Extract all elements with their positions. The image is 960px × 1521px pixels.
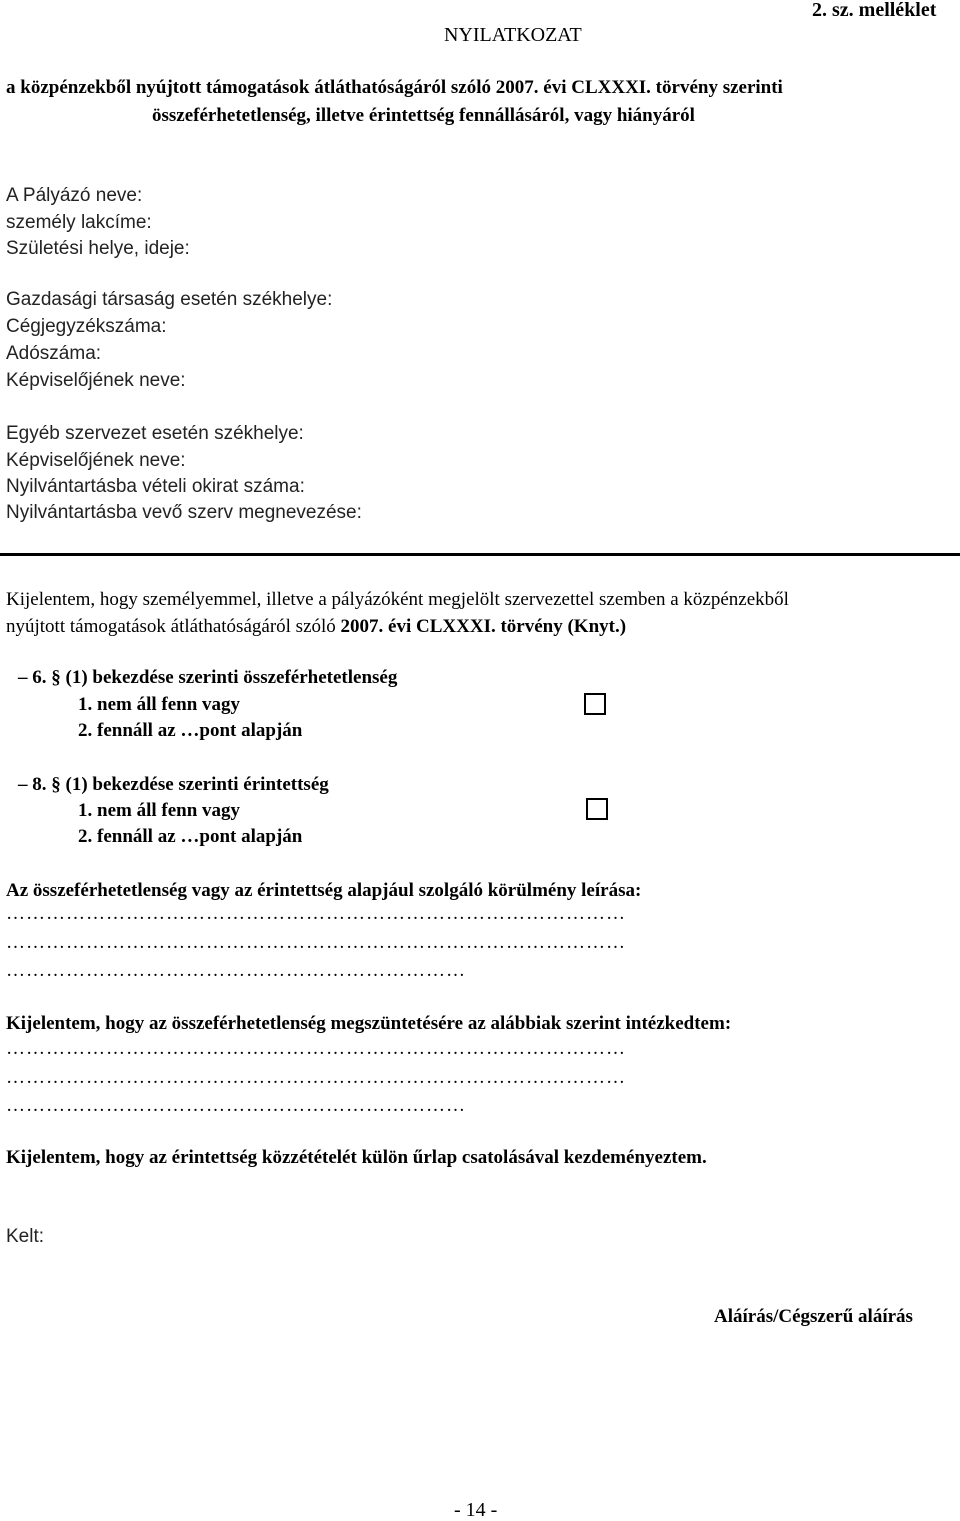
other-org-registry-doc-label: Nyilvántartásba vételi okirat száma: bbox=[6, 476, 305, 497]
subtitle-line-2: összeférhetetlenség, illetve érintettség fennállásáról, vagy hiányáról bbox=[152, 105, 695, 126]
section-8-option-1: 1. nem áll fenn vagy bbox=[78, 800, 241, 821]
section-6-option-2: 2. fennáll az …pont alapján bbox=[78, 720, 303, 741]
circumstance-heading: Az összeférhetetlenség vagy az érintettség alapjául szolgáló körülmény leírása: bbox=[6, 880, 642, 901]
section-6-checkbox[interactable] bbox=[584, 693, 606, 715]
company-tax-number-label: Adószáma: bbox=[6, 343, 102, 364]
measures-heading: Kijelentem, hogy az összeférhetetlenség megszüntetésére az alábbiak szerint intézkedtem: bbox=[6, 1013, 732, 1034]
applicant-address-label: személy lakcíme: bbox=[6, 212, 152, 233]
section-6-heading: – 6. § (1) bekezdése szerinti összeférhetetlenség bbox=[18, 667, 398, 688]
other-org-registry-body-label: Nyilvántartásba vevő szerv megnevezése: bbox=[6, 502, 362, 523]
section-8-heading: – 8. § (1) bekezdése szerinti érintettség bbox=[18, 774, 329, 795]
company-seat-label: Gazdasági társaság esetén székhelye: bbox=[6, 289, 333, 310]
kelt-label: Kelt: bbox=[6, 1226, 45, 1247]
declaration-line-2-text: nyújtott támogatások átláthatóságáról szóló bbox=[6, 616, 341, 637]
annex-label: 2. sz. melléklet bbox=[812, 0, 937, 21]
signature-label: Aláírás/Cégszerű aláírás bbox=[714, 1306, 913, 1327]
circumstance-dotted-line-2[interactable]: ………………………………………………………………………………… bbox=[6, 932, 626, 953]
applicant-birth-label: Születési helye, ideje: bbox=[6, 238, 190, 259]
page-number: - 14 - bbox=[454, 1499, 498, 1521]
other-org-seat-label: Egyéb szervezet esetén székhelye: bbox=[6, 423, 304, 444]
circumstance-dotted-line-1[interactable]: ………………………………………………………………………………… bbox=[6, 903, 626, 924]
section-8-checkbox[interactable] bbox=[586, 798, 608, 820]
measures-dotted-line-1[interactable]: ………………………………………………………………………………… bbox=[6, 1038, 626, 1059]
declaration-law-reference: 2007. évi CLXXXI. törvény (Knyt.) bbox=[340, 616, 627, 637]
company-representative-label: Képviselőjének neve: bbox=[6, 370, 186, 391]
declaration-line-1: Kijelentem, hogy személyemmel, illetve a pályázóként megjelölt szervezettel szemben a közpénzekből bbox=[6, 589, 789, 610]
publication-statement: Kijelentem, hogy az érintettség közzétételét külön űrlap csatolásával kezdeményeztem. bbox=[6, 1147, 707, 1168]
company-reg-number-label: Cégjegyzékszáma: bbox=[6, 316, 167, 337]
applicant-name-label: A Pályázó neve: bbox=[6, 185, 143, 206]
section-8-option-2: 2. fennáll az …pont alapján bbox=[78, 826, 303, 847]
section-divider bbox=[0, 553, 960, 556]
circumstance-dotted-line-3[interactable]: …………………………………………………………… bbox=[6, 960, 466, 981]
measures-dotted-line-2[interactable]: ………………………………………………………………………………… bbox=[6, 1067, 626, 1088]
measures-dotted-line-3[interactable]: …………………………………………………………… bbox=[6, 1095, 466, 1116]
section-6-option-1: 1. nem áll fenn vagy bbox=[78, 694, 241, 715]
document-title: NYILATKOZAT bbox=[444, 24, 582, 46]
declaration-line-2 bbox=[6, 617, 626, 636]
subtitle-line-1: a közpénzekből nyújtott támogatások átláthatóságáról szóló 2007. évi CLXXXI. törvény szerinti bbox=[6, 77, 783, 98]
other-org-representative-label: Képviselőjének neve: bbox=[6, 450, 186, 471]
